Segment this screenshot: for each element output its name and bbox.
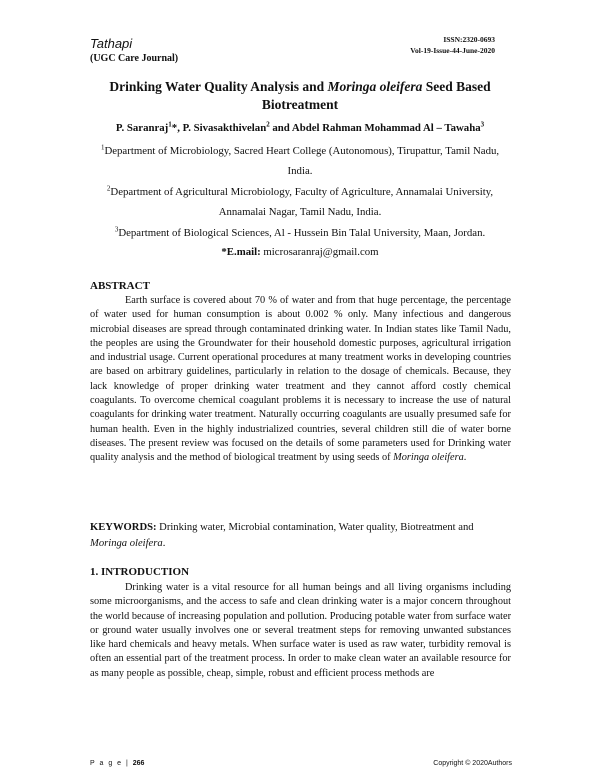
- corresponding-mark: *: [171, 122, 178, 134]
- affiliation-2-text: Department of Agricultural Microbiology, Faculty of Agriculture, Annamalai University, Annamalai Nagar, Tamil Nadu, India.: [110, 186, 494, 218]
- author-list: [80, 122, 520, 134]
- affiliation-2-num: 2: [106, 184, 111, 193]
- author-2: P. Sivasakthivelan: [182, 122, 267, 134]
- issn-block: [410, 34, 495, 56]
- journal-note: (UGC Care Journal): [90, 53, 179, 64]
- page-number: 266: [132, 760, 145, 767]
- author-1-affil: 1: [168, 120, 172, 129]
- author-1: P. Saranraj: [115, 122, 169, 134]
- keywords-text: Drinking water, Microbial contamination, Water quality, Biotreatment and: [156, 522, 474, 533]
- keywords-italic: Moringa oleifera: [90, 537, 163, 549]
- issn: ISSN:2320-0693: [443, 35, 495, 44]
- author-sep-2: and: [269, 122, 292, 134]
- affiliation-3-num: 3: [114, 225, 119, 234]
- keywords-end: .: [162, 537, 166, 549]
- title-part2: Seed Based Biotreatment: [261, 79, 491, 112]
- affiliation-2: [90, 182, 510, 222]
- page-footer-number: [90, 760, 144, 767]
- abstract-italic: Moringa oleifera: [393, 452, 464, 464]
- email-label: *E.mail:: [221, 246, 261, 258]
- volume-issue: Vol-19-Issue-44-June-2020: [410, 46, 495, 55]
- page-label: P a g e |: [90, 760, 133, 767]
- title-part1: Drinking Water Quality Analysis and: [109, 79, 328, 94]
- paper-title: [90, 78, 510, 114]
- abstract-heading: ABSTRACT: [90, 280, 150, 292]
- journal-name: Tathapi: [90, 36, 133, 51]
- author-sep-1: ,: [177, 122, 183, 134]
- keywords: [90, 520, 511, 551]
- affiliation-3-text: Department of Biological Sciences, Al - Hussein Bin Talal University, Maan, Jordan.: [118, 227, 486, 239]
- abstract-end: .: [463, 452, 467, 464]
- email-address[interactable]: microsaranraj@gmail.com: [260, 246, 379, 258]
- abstract-text: Earth surface is covered about 70 % of water and from that huge percentage, the percentage of water used for human consumption is about 0.002 % only. Many infectious and dangerous microbial diseases are spread through contaminated drinking water. In Indian states like Tamil Nadu, the peoples are using the Groundwater for their household domestic purposes, agricultural irrigation and industrial usage. Current operational procedures at many treatment works in developing countries are based on arbitrary guidelines, particularly in relation to the dosage of chemicals. Because, they lack knowledge of proper drinking water treatment and they cannot afford costly chemical coagulants. To overcome chemical coagulant problems it is necessary to increase the use of natural coagulants for drinking water treatment. Naturally occurring coagulants are usually presumed safe for human health. Even in the highly industrialized countries, several children still die of water borne diseases. The present review was focused on the details of some parameters used for Drinking water quality analysis and the method of biological treatment by using seeds of: [90, 295, 511, 464]
- introduction-body: Drinking water is a vital resource for all human beings and all living organisms including some microorganisms, and the access to safe and clean drinking water is a major concern throughout the world because of increasing population and pollution. Producing potable water from surface water or ground water usually involves one or several treatment steps for removing unwanted substances like hard chemicals and heavy metals. When surface water is used as raw water, turbidity removal is often an essential part of the treatment process. In order to make clean water an available resource for as many people as possible, cheap, simple, robust and efficient process methods are: [90, 582, 511, 679]
- copyright-notice: Copyright © 2020Authors: [433, 760, 512, 767]
- title-italic: Moringa oleifera: [327, 79, 423, 94]
- contact-email: [90, 246, 510, 258]
- affiliation-1-text: Department of Microbiology, Sacred Heart College (Autonomous), Tirupattur, Tamil Nadu, India.: [104, 145, 500, 177]
- author-3-affil: 3: [480, 120, 485, 129]
- author-3: Abdel Rahman Mohammad Al – Tawaha: [291, 122, 481, 134]
- affiliation-1-num: 1: [100, 143, 105, 152]
- affiliation-1: [90, 141, 510, 181]
- keywords-label: KEYWORDS:: [90, 522, 157, 533]
- affiliation-3: [90, 223, 510, 243]
- introduction-heading: 1. INTRODUCTION: [90, 566, 190, 578]
- abstract-body: [90, 294, 511, 466]
- author-2-affil: 2: [266, 120, 270, 129]
